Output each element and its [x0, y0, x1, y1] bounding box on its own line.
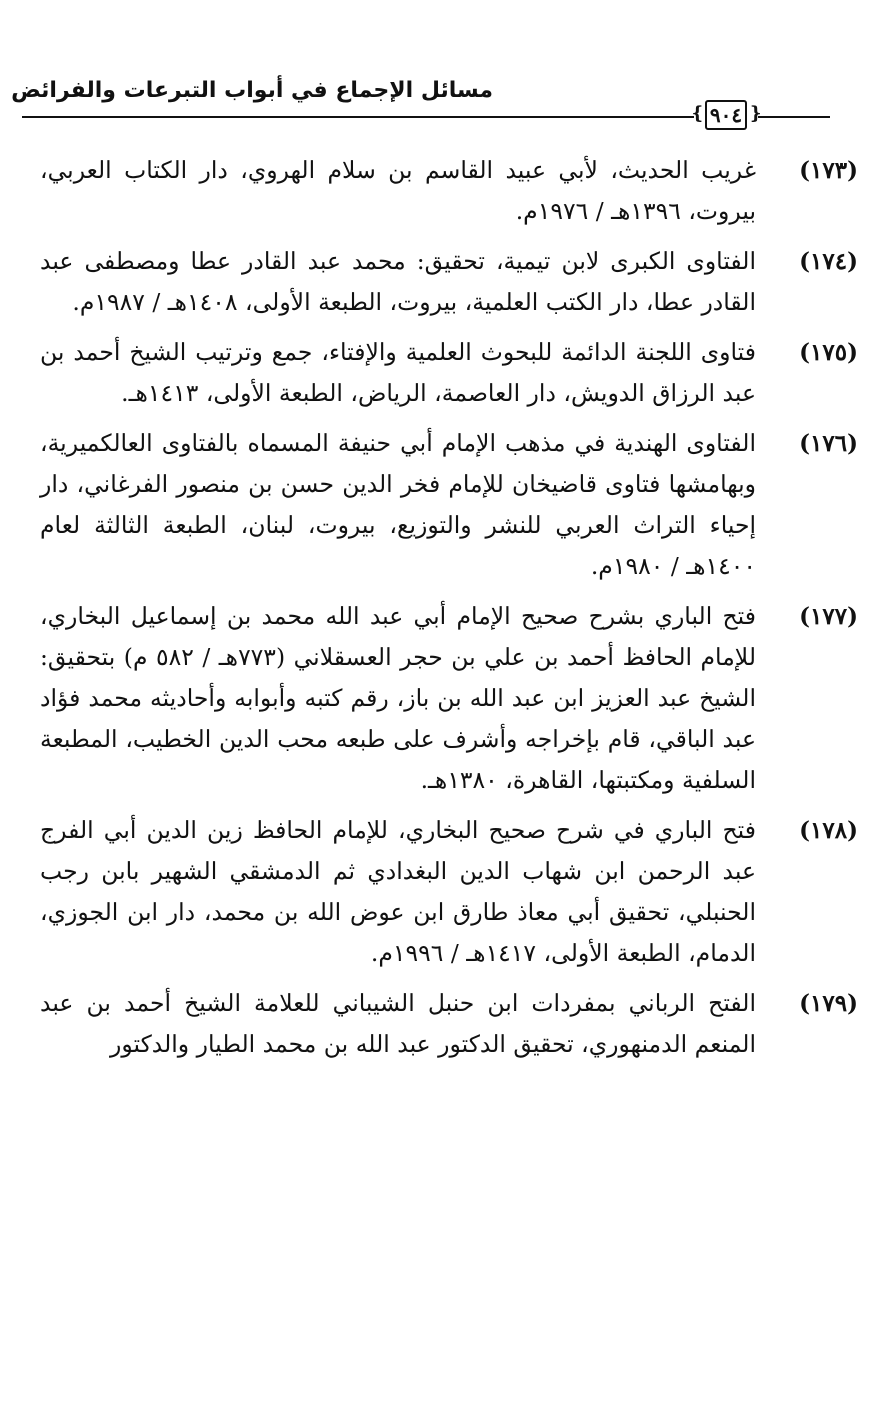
entry-number: (١٧٩): [799, 990, 858, 1017]
bibliography-entry: [40, 810, 858, 974]
ornament-icon: ❴: [690, 103, 706, 124]
entry-text: غريب الحديث، لأبي عبيد القاسم بن سلام الهروي، دار الكتاب العربي، بيروت، ١٣٩٦هـ / ١٩٧٦م.: [40, 156, 756, 225]
entry-text: الفتح الرباني بمفردات ابن حنبل الشيباني للعلامة الشيخ أحمد بن عبد المنعم الدمنهوري، تحقيق الدكتور عبد الله بن محمد الطيار والدكتور: [40, 989, 756, 1058]
header-rule: [758, 116, 830, 118]
entry-number: (١٧٨): [799, 817, 858, 844]
entry-text: فتاوى اللجنة الدائمة للبحوث العلمية والإفتاء، جمع وترتيب الشيخ أحمد بن عبد الرزاق الدويش، دار العاصمة، الرياض، الطبعة الأولى، ١٤١٣هـ.: [40, 338, 756, 407]
entry-text: فتح الباري في شرح صحيح البخاري، للإمام الحافظ زين الدين أبي الفرج عبد الرحمن ابن شهاب الدين البغدادي ثم الدمشقي الشهير بابن رجب الحنبلي، تحقيق أبي معاذ طارق ابن عوض الله بن محمد، دار ابن الجوزي، الدمام، الطبعة الأولى، ١٤١٧هـ / ١٩٩٦م.: [40, 816, 756, 967]
bibliography-entry: [40, 241, 858, 323]
entry-text: فتح الباري بشرح صحيح الإمام أبي عبد الله محمد بن إسماعيل البخاري، للإمام الحافظ أحمد بن علي بن حجر العسقلاني (٧٧٣هـ / ٥٨٢ م) بتحقيق: الشيخ عبد العزيز ابن عبد الله بن باز، رقم كتبه وأبوابه وأحاديثه محمد فؤاد عبد الباقي، قام بإخراجه وأشرف على طبعه محب الدين الخطيب، المطبعة السلفية ومكتبتها، القاهرة، ١٣٨٠هـ.: [40, 602, 756, 794]
header-rule: [22, 116, 694, 118]
bibliography-entry: [40, 150, 858, 232]
entry-number: (١٧٣): [799, 157, 858, 184]
ornament-icon: ❵: [748, 103, 764, 124]
bibliography-entry: [40, 983, 858, 1065]
entry-number: (١٧٤): [799, 248, 858, 275]
page-number: ٩٠٤: [705, 100, 747, 130]
entry-text: الفتاوى الكبرى لابن تيمية، تحقيق: محمد عبد القادر عطا ومصطفى عبد القادر عطا، دار الكتب العلمية، بيروت، الطبعة الأولى، ١٤٠٨هـ / ١٩٨٧م.: [40, 247, 756, 316]
bibliography-entry: [40, 596, 858, 801]
entry-number: (١٧٥): [799, 339, 858, 366]
bibliography-list: [40, 150, 858, 1074]
entry-text: الفتاوى الهندية في مذهب الإمام أبي حنيفة المسماه بالفتاوى العالكميرية، وبهامشها فتاوى قاضيخان للإمام فخر الدين حسن بن منصور الفرغاني، دار إحياء التراث العربي للنشر والتوزيع، بيروت، لبنان، الطبعة الثالثة لعام ١٤٠٠هـ / ١٩٨٠م.: [40, 429, 756, 580]
page-header: [0, 0, 891, 150]
running-title: مسائل الإجماع في أبواب التبرعات والفرائض: [11, 78, 493, 103]
bibliography-entry: [40, 332, 858, 414]
entry-number: (١٧٧): [799, 603, 858, 630]
entry-number: (١٧٦): [799, 430, 858, 457]
bibliography-entry: [40, 423, 858, 587]
